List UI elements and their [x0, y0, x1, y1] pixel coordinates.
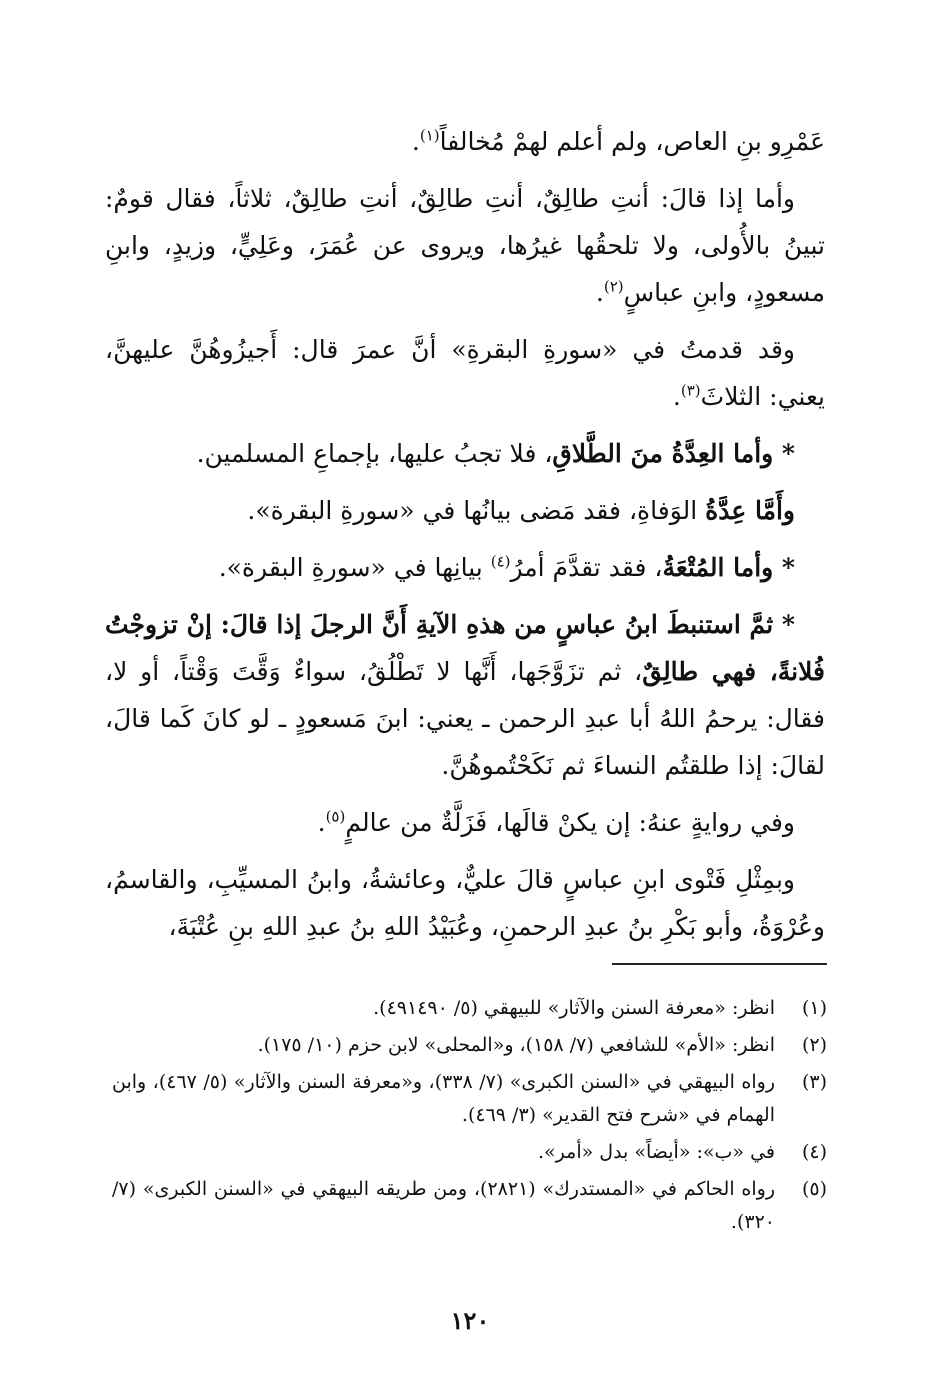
footnote-number: (٥) [801, 1178, 827, 1200]
paragraph-1 [105, 118, 825, 165]
paragraph-6 [105, 544, 825, 591]
footnotes [112, 992, 827, 1243]
paragraph-8 [105, 799, 825, 846]
paragraph-end: . [411, 127, 420, 156]
paragraph-5 [105, 487, 825, 534]
footnote-number: (٤) [801, 1141, 827, 1163]
paragraph-end: . [595, 278, 604, 307]
paragraph-9 [105, 856, 825, 950]
page-number: ١٢٠ [450, 1306, 490, 1335]
footnote-ref: (٣) [680, 381, 701, 400]
footnote-number: (٣) [801, 1071, 827, 1093]
footnote-item [112, 1173, 827, 1239]
paragraph-text: وفي روايةٍ عنهُ: إن يكنْ قالَها، فَزَلَّةٌ من عالمٍ [345, 808, 795, 837]
paragraph-end: . [317, 808, 326, 837]
paragraph-end: . [672, 382, 681, 411]
footnote-text: رواه الحاكم في «المستدرك» (٢٨٢١)، ومن طريقه البيهقي في «السنن الكبرى» (٧/ ٣٢٠). [112, 1178, 775, 1233]
paragraph-text: وبمِثْلِ فَتْوى ابنِ عباسٍ قالَ عليٌّ، وعائشةُ، وابنُ المسيِّبِ، والقاسمُ، وعُرْوَةُ، وأبو بَكْرِ بنُ عبدِ الرحمنِ، وعُبَيْدُ اللهِ بنُ عبدِ اللهِ بنِ عُتْبَةَ، [105, 865, 825, 941]
footnote-ref: (٥) [325, 807, 346, 826]
paragraph-text: ، فقد تقدَّمَ أمرُ [510, 553, 663, 582]
section-heading: وأَمَّا عِدَّةُ [705, 496, 795, 525]
section-heading: * وأما العِدَّةُ منَ الطَّلاقِ [552, 439, 795, 468]
section-heading: * ثمَّ استنبطَ ابنُ عباسٍ من هذهِ الآيةِ أَنَّ الرجلَ إذا قالَ: إنْ تزوجْتُ فُلانةً، فهي طالِقٌ [105, 610, 825, 686]
footnote-item [112, 992, 827, 1025]
footnote-item [112, 1029, 827, 1062]
paragraph-end: بيانِها في «سورةِ البقرة». [218, 553, 491, 582]
footnote-item [112, 1066, 827, 1132]
paragraph-text: الوَفاةِ، فقد مَضى بيانُها في «سورةِ البقرة». [247, 496, 706, 525]
footnote-ref: (٤) [490, 552, 511, 571]
paragraph-text: وأما إذا قالَ: أنتِ طالِقٌ، أنتِ طالِقٌ، أنتِ طالِقٌ، ثلاثاً، فقال قومٌ: تبينُ بالأُولى، ولا تلحقُها غيرُها، ويروى عن عُمَرَ، وعَلِيٍّ، وزيدٍ، وابنِ مسعودٍ، وابنِ عباسٍ [105, 184, 825, 307]
footnote-text: انظر: «معرفة السنن والآثار» للبيهقي (٥/ ٤٩١٤٩٠). [373, 997, 775, 1019]
section-heading: * وأما المُتْعَةُ [662, 553, 795, 582]
paragraph-text: عَمْرِو بنِ العاص، ولم أعلم لهمْ مُخالفاً [439, 127, 825, 156]
paragraph-3 [105, 326, 825, 420]
footnote-separator [612, 963, 827, 965]
main-text [105, 118, 825, 960]
paragraph-4 [105, 430, 825, 477]
footnote-text: في «ب»: «أيضاً» بدل «أمر». [538, 1141, 775, 1163]
footnote-ref: (٢) [603, 277, 624, 296]
footnote-ref: (١) [419, 126, 440, 145]
footnote-number: (٢) [801, 1034, 827, 1056]
paragraph-text: ، ثم تزَوَّجَها، أَنَّها لا تَطْلُقُ، سواءٌ وَقَّتَ وَقْتاً، أو لا، فقال: يرحمُ اللهُ أبا عبدِ الرحمن ـ يعني: ابنَ مَسعودٍ ـ لو كانَ كَما قالَ، لقالَ: إذا طلقتُم النساءَ ثم نَكَحْتُموهُنَّ. [105, 657, 825, 780]
footnote-text: رواه البيهقي في «السنن الكبرى» (٧/ ٣٣٨)، و«معرفة السنن والآثار» (٥/ ٤٦٧)، وابن الهمام في «شرح فتح القدير» (٣/ ٤٦٩). [112, 1071, 775, 1126]
footnote-item [112, 1136, 827, 1169]
paragraph-7 [105, 601, 825, 789]
paragraph-2 [105, 175, 825, 316]
footnote-number: (١) [801, 997, 827, 1019]
paragraph-text: وقد قدمتُ في «سورةِ البقرةِ» أنَّ عمرَ قال: أَجيزُوهُنَّ عليهنَّ، يعني: الثلاثَ [105, 335, 825, 411]
paragraph-text: ، فلا تجبُ عليها، بإجماعِ المسلمين. [196, 439, 553, 468]
footnote-text: انظر: «الأم» للشافعي (٧/ ١٥٨)، و«المحلى» لابن حزم (١٠/ ١٧٥). [257, 1034, 775, 1056]
